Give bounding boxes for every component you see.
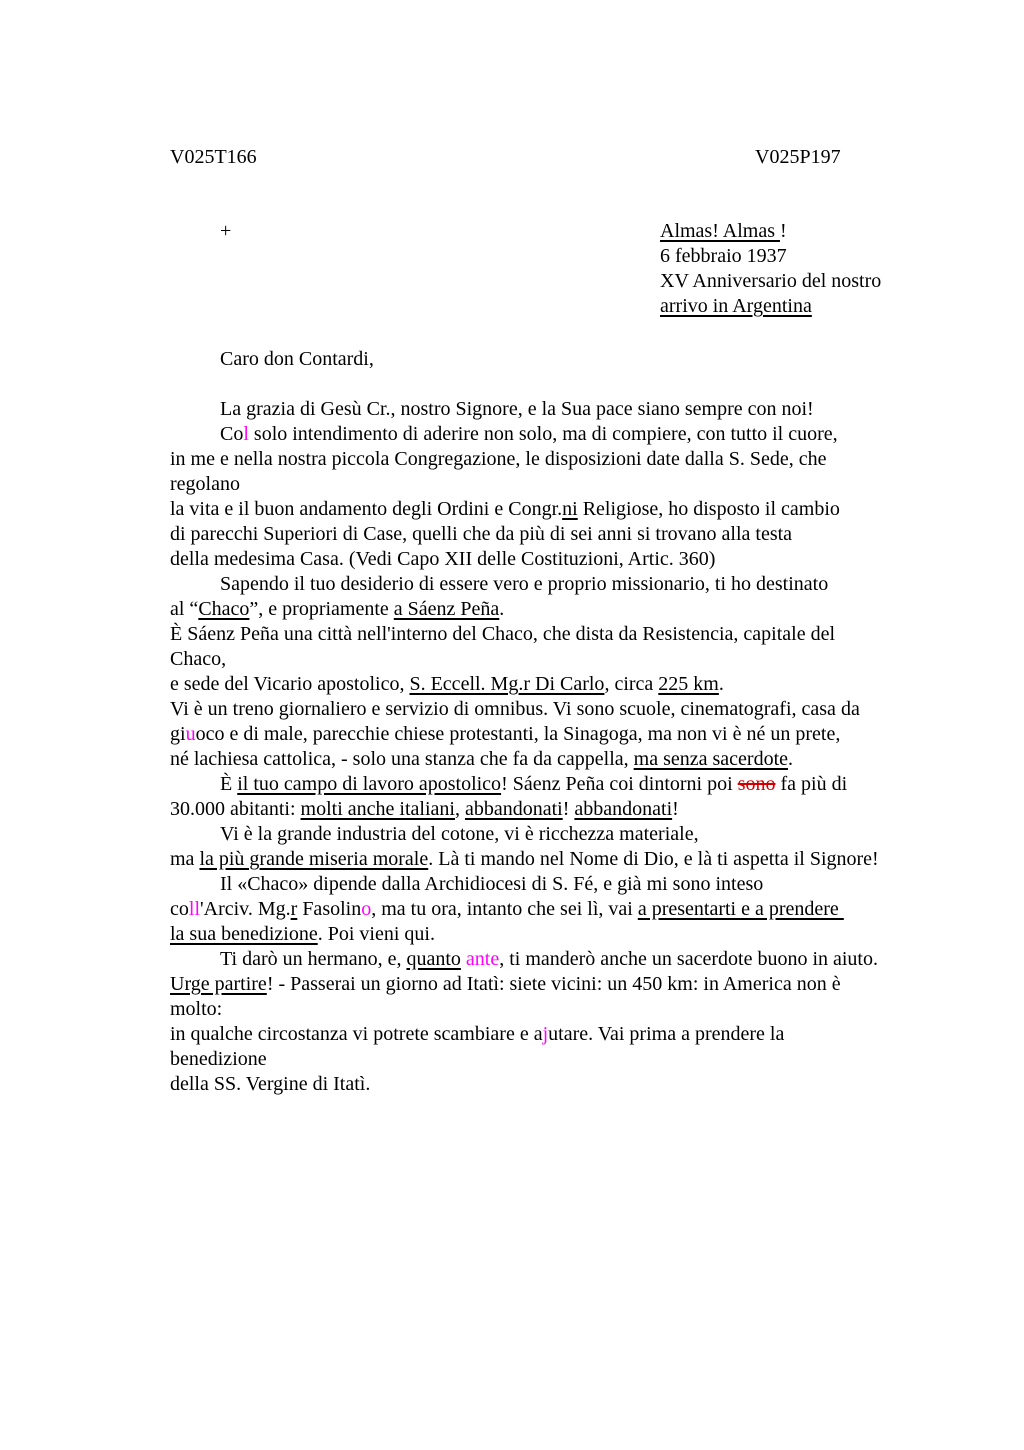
text-segment: ante: [465, 948, 500, 970]
text-segment: ”, e propriamente: [249, 598, 394, 620]
text-segment: la vita e il buon andamento degli Ordini e Congr.: [170, 498, 563, 520]
letter-line: [170, 1022, 930, 1047]
text-segment: u: [185, 723, 196, 745]
text-segment: Co: [220, 423, 244, 445]
letter-line: [170, 522, 930, 547]
text-segment: !: [672, 798, 679, 820]
letter-heading-block: [660, 219, 881, 319]
text-segment: ! - Passerai un giorno ad Itatì: siete vicini: un 450 km: in America non è: [266, 973, 841, 995]
text-segment: ll: [188, 898, 201, 920]
letter-line: [660, 219, 881, 244]
letter-line: [170, 747, 930, 772]
letter-line: [170, 697, 930, 722]
letter-line: [170, 597, 930, 622]
text-segment: molto:: [170, 998, 223, 1020]
letter-line: [660, 244, 881, 269]
text-segment: abbandonati: [464, 798, 563, 820]
text-segment: Vi è un treno giornaliero e servizio di omnibus. Vi sono scuole, cinematografi, casa da: [170, 698, 860, 720]
text-segment: Caro don Contardi,: [220, 348, 374, 370]
letter-line: [170, 547, 930, 572]
letter-line: [170, 897, 930, 922]
document-ref-left: V025T166: [170, 146, 257, 168]
text-segment: , ti manderò anche un sacerdote buono in aiuto.: [499, 948, 878, 970]
text-segment: .: [788, 748, 794, 770]
text-segment: , ma tu ora, intanto che sei lì, vai: [371, 898, 638, 920]
letter-line: [660, 294, 881, 319]
text-segment: arrivo in Argentina: [660, 295, 812, 317]
letter-line: [170, 647, 930, 672]
blank-line: [170, 372, 930, 397]
text-segment: in me e nella nostra piccola Congregazione, le disposizioni date dalla S. Sede, che: [170, 448, 827, 470]
text-segment: La grazia di Gesù Cr., nostro Signore, e la Sua pace siano sempre con noi!: [220, 398, 814, 420]
text-segment: regolano: [170, 473, 240, 495]
text-segment: Il «Chaco» dipende dalla Archidiocesi di S. Fé, e già mi sono inteso: [220, 873, 764, 895]
text-segment: fa più di: [775, 773, 848, 795]
text-segment: .: [499, 598, 505, 620]
letter-line: [170, 872, 930, 897]
letter-line: [170, 972, 930, 997]
text-segment: della medesima Casa. (Vedi Capo XII delle Costituzioni, Artic. 360): [170, 548, 716, 570]
text-segment: 6 febbraio 1937: [660, 245, 787, 267]
text-segment: la sua benedizione: [170, 923, 318, 945]
letter-line: [170, 822, 930, 847]
text-segment: solo intendimento di aderire non solo, ma di compiere, con tutto il cuore,: [248, 423, 838, 445]
letter-line: [170, 497, 930, 522]
text-segment: l: [243, 423, 249, 445]
text-segment: !: [562, 798, 575, 820]
text-segment: di parecchi Superiori di Case, quelli che da più di sei anni si trovano alla testa: [170, 523, 793, 545]
text-segment: , circa: [604, 673, 659, 695]
text-segment: il tuo campo di lavoro apostolico: [237, 773, 502, 795]
text-segment: È Sáenz Peña una città nell'interno del Chaco, che dista da Resistencia, capitale del: [170, 623, 836, 645]
text-segment: utare. Vai prima a prendere la: [548, 1023, 785, 1045]
text-segment: a presentarti e a prendere: [637, 898, 844, 920]
text-segment: in qualche circostanza vi potrete scambiare e a: [170, 1023, 543, 1045]
text-segment: 'Arciv. Mg.: [200, 898, 291, 920]
text-segment: la più grande miseria morale: [199, 848, 429, 870]
text-segment: quanto: [406, 948, 461, 970]
letter-line: [170, 922, 930, 947]
text-segment: j: [542, 1023, 549, 1045]
text-segment: co: [170, 898, 189, 920]
text-segment: ,: [454, 798, 465, 820]
text-segment: benedizione: [170, 1048, 267, 1070]
text-segment: XV Anniversario del nostro: [660, 270, 882, 292]
text-segment: Religiose, ho disposto il cambio: [577, 498, 840, 520]
text-segment: Sapendo il tuo desiderio di essere vero e proprio missionario, ti ho destinato: [220, 573, 829, 595]
text-segment: ma: [170, 848, 200, 870]
text-segment: a Sáenz Peña: [393, 598, 500, 620]
text-segment: Chaco,: [170, 648, 227, 670]
text-segment: gi: [170, 723, 186, 745]
letter-line: [170, 772, 930, 797]
text-segment: .: [718, 673, 724, 695]
text-segment: Ti darò un hermano, e,: [220, 948, 407, 970]
letter-line: [170, 447, 930, 472]
letter-line: [170, 672, 930, 697]
text-segment: al “: [170, 598, 199, 620]
text-segment: Almas! Almas: [660, 220, 780, 242]
text-segment: r: [290, 898, 298, 920]
text-segment: oco e di male, parecchie chiese protestanti, la Sinagoga, ma non vi è né un prete,: [195, 723, 841, 745]
letter-line: [170, 797, 930, 822]
text-segment: della SS. Vergine di Itatì.: [170, 1073, 371, 1095]
text-segment: abbandonati: [574, 798, 673, 820]
letter-line: [170, 722, 930, 747]
letter-line: [170, 1047, 930, 1072]
text-segment: sono: [737, 773, 776, 795]
text-segment: È: [220, 773, 238, 795]
text-segment: . Poi vieni qui.: [317, 923, 435, 945]
text-segment: molti anche italiani: [300, 798, 455, 820]
text-segment: ni: [562, 498, 578, 520]
letter-body: [170, 347, 930, 1097]
text-segment: ma senza sacerdote: [633, 748, 789, 770]
text-segment: !: [780, 220, 787, 242]
text-segment: S. Eccell. Mg.r Di Carlo: [409, 673, 605, 695]
letter-line: [660, 269, 881, 294]
text-segment: 30.000 abitanti:: [170, 798, 301, 820]
letter-line: [170, 397, 930, 422]
document-ref-right: V025P197: [755, 146, 841, 168]
text-segment: . Là ti mando nel Nome di Dio, e là ti aspetta il Signore!: [428, 848, 879, 870]
letter-line: [170, 947, 930, 972]
text-segment: ! Sáenz Peña coi dintorni poi: [501, 773, 738, 795]
letter-line: [170, 997, 930, 1022]
letter-line: [170, 347, 930, 372]
text-segment: 225 km: [658, 673, 719, 695]
letter-line: [170, 472, 930, 497]
text-segment: e sede del Vicario apostolico,: [170, 673, 410, 695]
letter-line: [170, 572, 930, 597]
letter-line: [170, 422, 930, 447]
text-segment: Fasolin: [297, 898, 362, 920]
text-segment: Vi è la grande industria del cotone, vi è ricchezza materiale,: [220, 823, 699, 845]
letter-line: [170, 847, 930, 872]
text-segment: o: [361, 898, 372, 920]
text-segment: Chaco: [198, 598, 250, 620]
cross-mark: +: [220, 220, 232, 242]
letter-line: [170, 622, 930, 647]
text-segment: né lachiesa cattolica, - solo una stanza che fa da cappella,: [170, 748, 634, 770]
text-segment: Urge partire: [170, 973, 267, 995]
letter-line: [170, 1072, 930, 1097]
